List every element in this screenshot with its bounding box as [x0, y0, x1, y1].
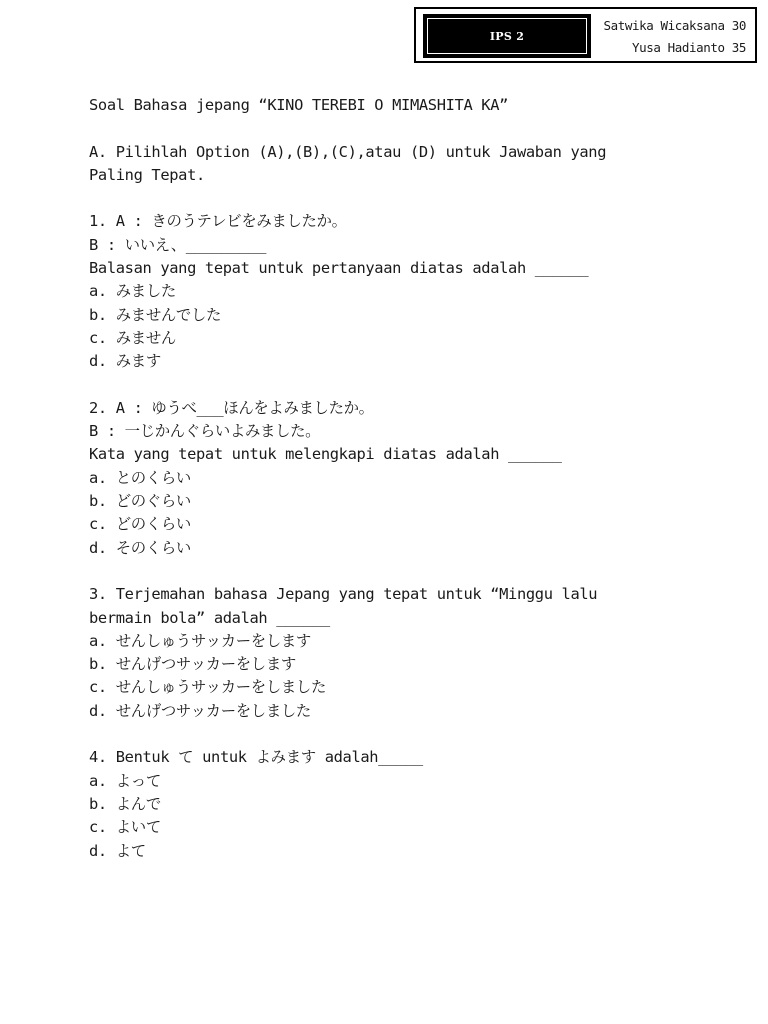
worksheet-title: Soal Bahasa jepang “KINO TEREBI O MIMASHITA KA”: [89, 96, 509, 114]
answer-option-b: b. みませんでした: [89, 305, 222, 324]
class-label: IPS 2: [427, 18, 587, 54]
class-label-box: [423, 14, 591, 58]
student-names: [603, 15, 746, 59]
worksheet-content: [89, 94, 689, 863]
question-1: [89, 210, 689, 373]
question-line: bermain bola” adalah ______: [89, 608, 330, 627]
answer-option-a: a. よって: [89, 771, 161, 790]
answer-option-a: a. みました: [89, 282, 176, 301]
question-line: B : 一じかんぐらいよみました。: [89, 422, 321, 441]
answer-option-c: c. せんしゅうサッカーをしました: [89, 678, 327, 697]
question-line: 2. A : ゆうべ___ほんをよみましたか。: [89, 398, 374, 417]
student-name-2: Yusa Hadianto 35: [631, 40, 746, 55]
question-line: Balasan yang tepat untuk pertanyaan diatas adalah ______: [89, 259, 589, 278]
question-line: Kata yang tepat untuk melengkapi diatas adalah ______: [89, 445, 562, 464]
answer-option-d: d. せんげつサッカーをしました: [89, 701, 311, 720]
question-3: [89, 583, 689, 723]
answer-option-c: c. よいて: [89, 818, 161, 837]
answer-option-b: b. よんで: [89, 794, 161, 813]
answer-option-b: b. せんげつサッカーをします: [89, 655, 296, 674]
instruction-line-2: Paling Tepat.: [89, 165, 205, 184]
header-box: [414, 7, 757, 63]
student-name-1: Satwika Wicaksana 30: [603, 18, 746, 33]
answer-option-d: d. みます: [89, 352, 161, 371]
question-line: 3. Terjemahan bahasa Jepang yang tepat untuk “Minggu lalu: [89, 585, 598, 604]
answer-option-d: d. よて: [89, 841, 146, 860]
question-line: 1. A : きのうテレビをみましたか。: [89, 212, 347, 231]
answer-option-d: d. そのくらい: [89, 538, 191, 557]
answer-option-a: a. とのくらい: [89, 468, 191, 487]
question-4: [89, 746, 689, 862]
instruction-line-1: A. Pilihlah Option (A),(B),(C),atau (D) untuk Jawaban yang: [89, 142, 607, 161]
answer-option-c: c. みません: [89, 328, 176, 347]
question-2: [89, 397, 689, 560]
answer-option-a: a. せんしゅうサッカーをします: [89, 631, 311, 650]
question-line: 4. Bentuk て untuk よみます adalah_____: [89, 748, 423, 767]
answer-option-c: c. どのくらい: [89, 515, 191, 534]
answer-option-b: b. どのぐらい: [89, 492, 191, 511]
question-line: B : いいえ、_________: [89, 235, 266, 254]
